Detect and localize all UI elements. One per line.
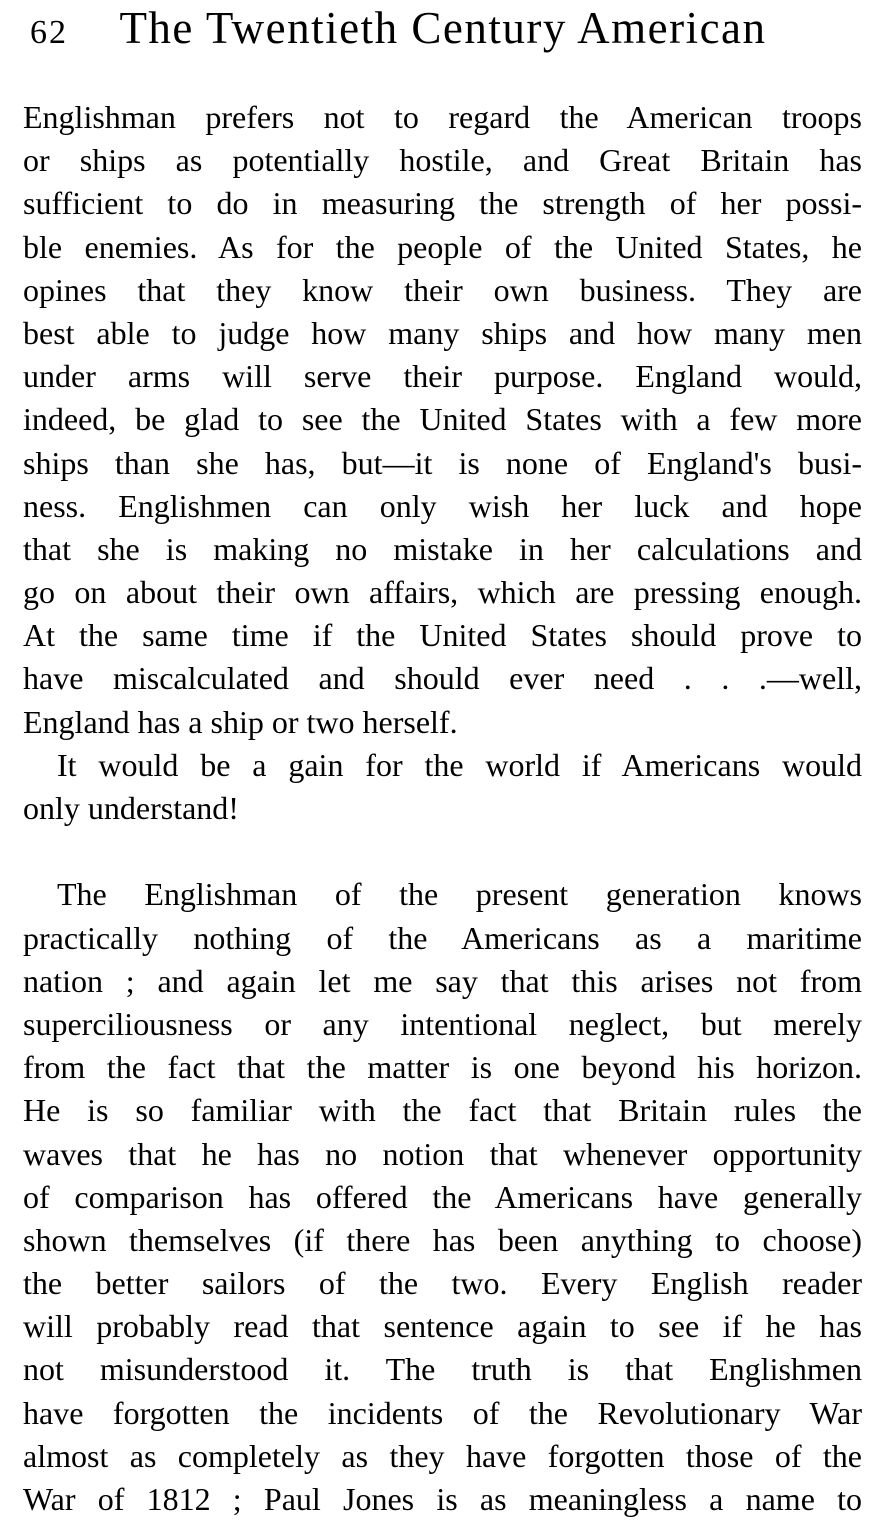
text-line: have forgotten the incidents of the Revolutionary War xyxy=(23,1394,862,1431)
text-line: The Englishman of the present generation knows xyxy=(57,876,862,913)
text-line: not misunderstood it. The truth is that Englishmen xyxy=(23,1351,862,1388)
text-line: War of 1812 ; Paul Jones is as meaningless a name to xyxy=(23,1481,862,1517)
text-line: the better sailors of the two. Every English reader xyxy=(23,1265,862,1302)
text-line: sufficient to do in measuring the strength of her possi- xyxy=(23,185,862,222)
text-line: At the same time if the United States should prove to xyxy=(23,617,862,654)
text-line: that she is making no mistake in her calculations and xyxy=(23,530,862,567)
text-line: indeed, be glad to see the United States with a few more xyxy=(23,401,862,438)
page-header xyxy=(0,4,886,66)
text-line: England has a ship or two herself. xyxy=(23,703,458,740)
text-line: have miscalculated and should ever need . . .—well, xyxy=(23,660,862,697)
text-line: ships than she has, but—it is none of England's busi- xyxy=(23,444,862,481)
text-line: It would be a gain for the world if Americans would xyxy=(57,746,862,783)
text-line: waves that he has no notion that whenever opportunity xyxy=(23,1135,862,1172)
text-line: go on about their own affairs, which are pressing enough. xyxy=(23,574,862,611)
page-number: 62 xyxy=(30,14,68,51)
text-line: only understand! xyxy=(23,790,239,826)
text-line: nation ; and again let me say that this arises not from xyxy=(23,962,862,999)
section-break xyxy=(23,830,862,873)
text-line: or ships as potentially hostile, and Great Britain has xyxy=(23,142,862,179)
text-line: Englishman prefers not to regard the American troops xyxy=(23,99,862,135)
text-line: of comparison has offered the Americans have generally xyxy=(23,1178,862,1215)
text-line: best able to judge how many ships and how many men xyxy=(23,314,862,351)
text-line: will probably read that sentence again to see if he has xyxy=(23,1308,862,1345)
text-line: opines that they know their own business. They are xyxy=(23,271,862,308)
text-block xyxy=(23,96,862,1521)
text-line: under arms will serve their purpose. England would, xyxy=(23,358,862,395)
text-line: ble enemies. As for the people of the United States, he xyxy=(23,228,862,265)
running-title: The Twentieth Century American xyxy=(119,3,767,53)
text-line: He is so familiar with the fact that Britain rules the xyxy=(23,1092,862,1129)
text-line: practically nothing of the Americans as a maritime xyxy=(23,919,862,956)
text-line: superciliousness or any intentional neglect, but merely xyxy=(23,1005,862,1042)
text-line: almost as completely as they have forgotten those of the xyxy=(23,1437,862,1474)
text-line: ness. Englishmen can only wish her luck and hope xyxy=(23,487,862,524)
text-line: shown themselves (if there has been anything to choose) xyxy=(23,1221,862,1258)
text-line: from the fact that the matter is one beyond his horizon. xyxy=(23,1049,862,1086)
